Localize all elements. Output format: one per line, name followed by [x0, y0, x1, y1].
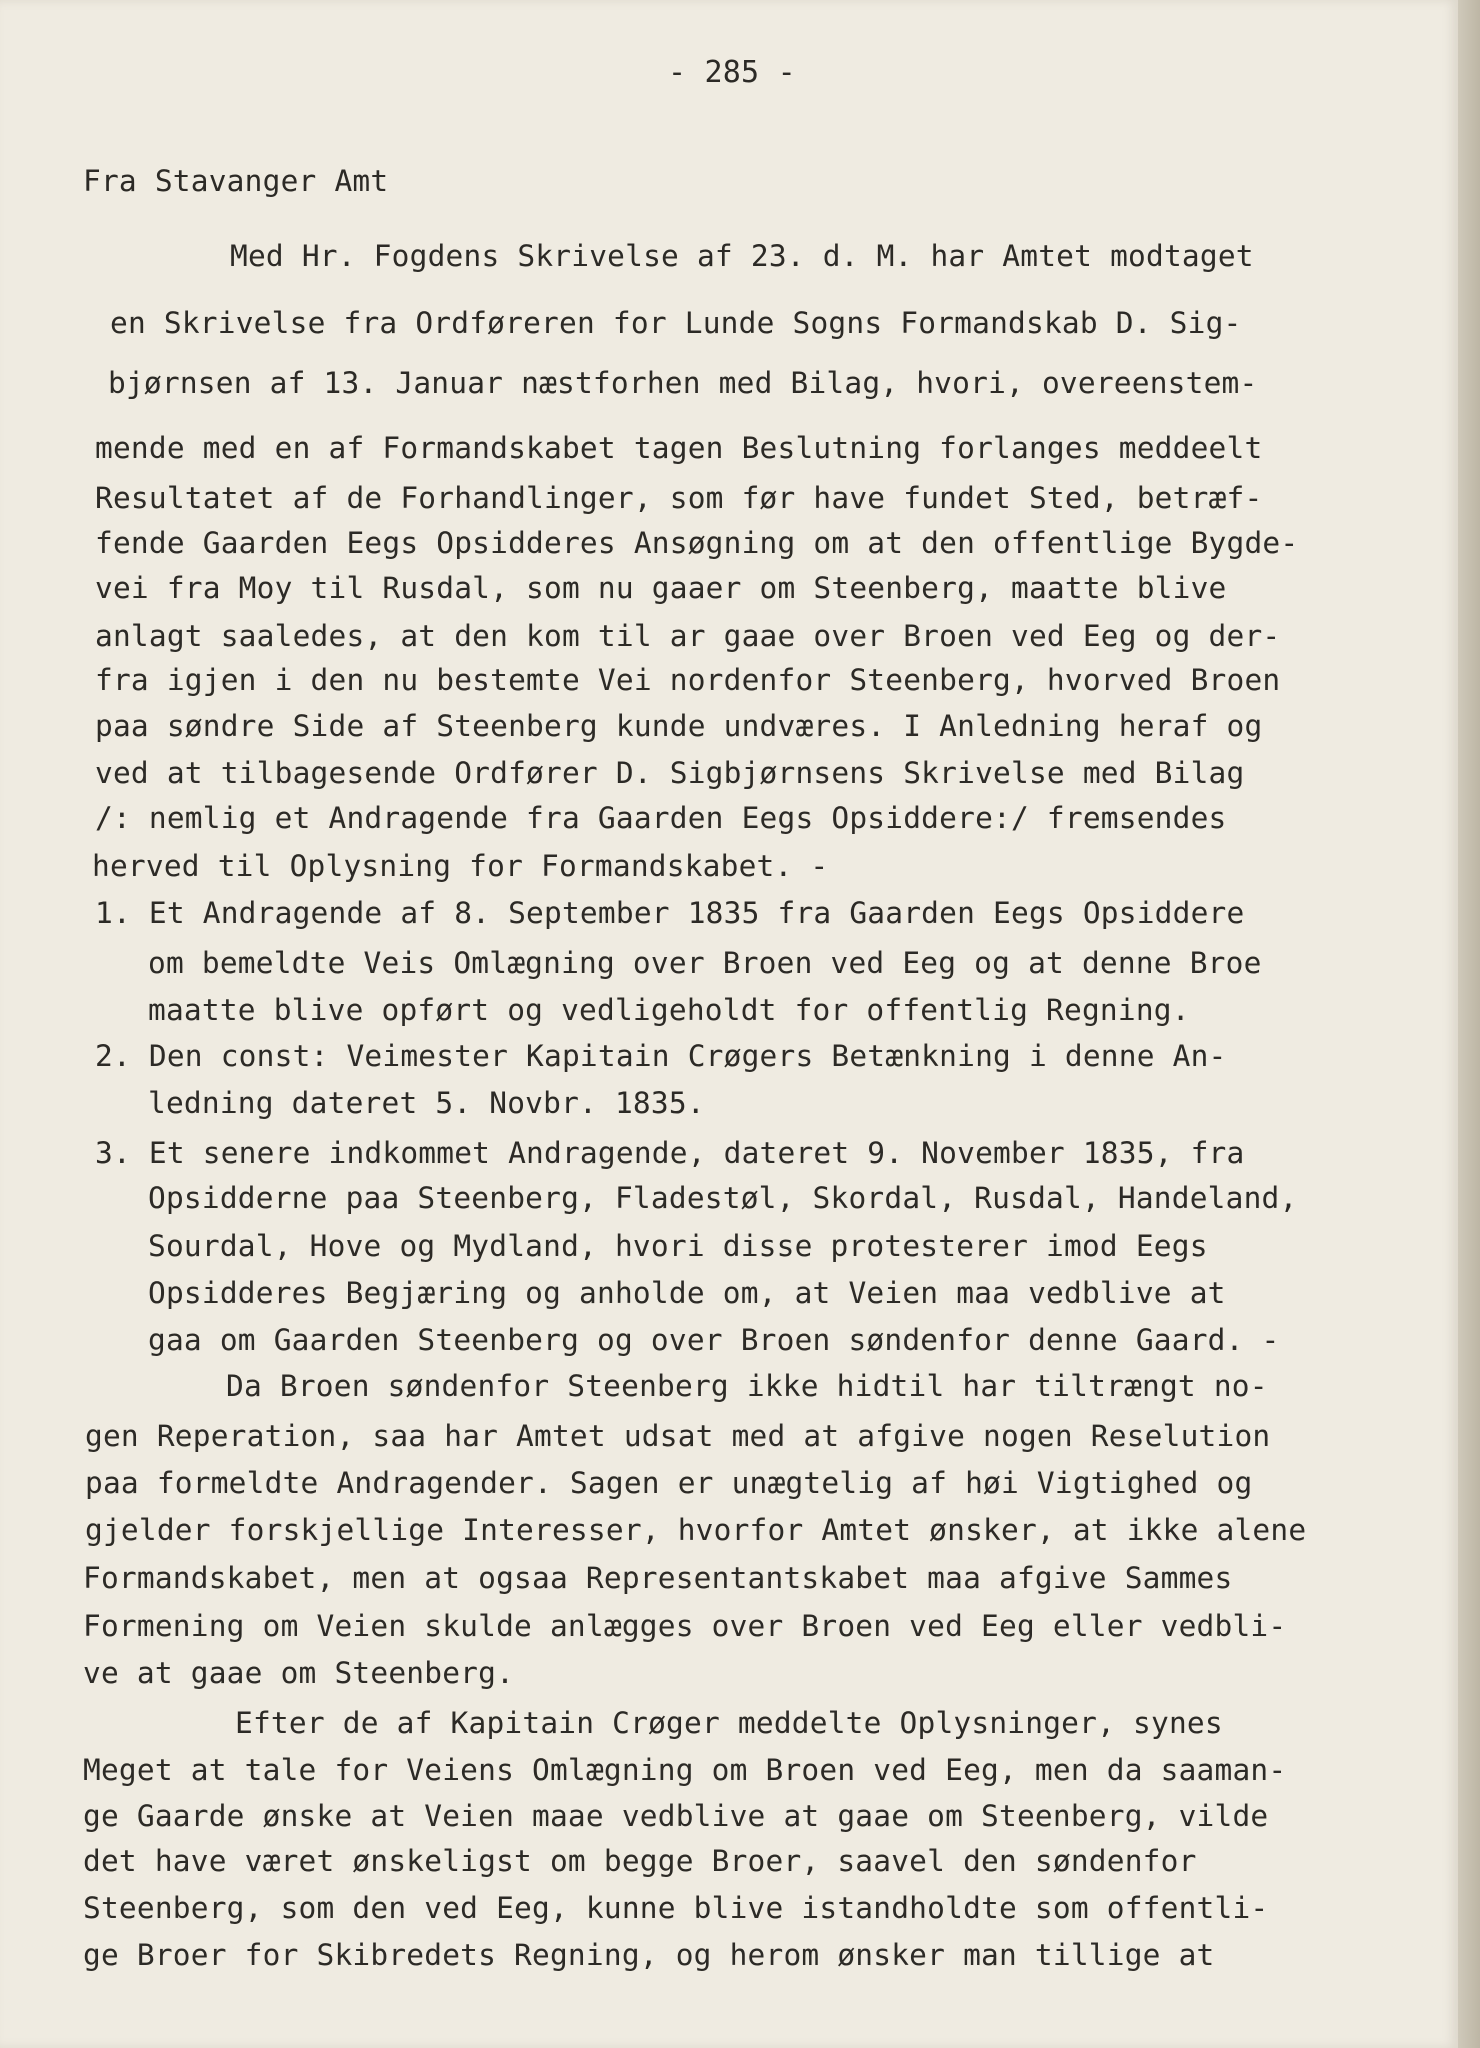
text-line: gjelder forskjellige Interesser, hvorfor Amtet ønsker, at ikke alene	[85, 1513, 1307, 1547]
text-line: bjørnsen af 13. Januar næstforhen med Bilag, hvori, overeenstem-	[108, 366, 1258, 400]
text-line: maatte blive opført og vedligeholdt for offentlig Regning.	[148, 993, 1190, 1027]
text-line: fra igjen i den nu bestemte Vei nordenfor Steenberg, hvorved Broen	[95, 663, 1281, 697]
text-line: /: nemlig et Andragende fra Gaarden Eegs Opsiddere:/ fremsendes	[95, 801, 1227, 835]
text-line: anlagt saaledes, at den kom til ar gaae over Broen ved Eeg og der-	[95, 619, 1281, 653]
text-line: om bemeldte Veis Omlægning over Broen ved Eeg og at denne Broe	[148, 946, 1262, 980]
text-line: paa søndre Side af Steenberg kunde undværes. I Anledning heraf og	[95, 709, 1263, 743]
text-line: mende med en af Formandskabet tagen Beslutning forlanges meddeelt	[95, 431, 1263, 465]
text-line: herved til Oplysning for Formandskabet. -	[92, 849, 829, 883]
page-edge	[1458, 0, 1480, 2048]
heading: Fra Stavanger Amt	[83, 164, 389, 198]
text-line: ve at gaae om Steenberg.	[83, 1656, 515, 1690]
text-line: vei fra Moy til Rusdal, som nu gaaer om Steenberg, maatte blive	[95, 571, 1227, 605]
text-line: gen Reperation, saa har Amtet udsat med at afgive nogen Reselution	[85, 1419, 1271, 1453]
text-line: Meget at tale for Veiens Omlægning om Broen ved Eeg, men da saaman-	[83, 1753, 1287, 1787]
numbered-item: 2. Den const: Veimester Kapitain Crøgers Betænkning i denne An-	[95, 1039, 1227, 1073]
text-line: paa formeldte Andragender. Sagen er unægtelig af høi Vigtighed og	[85, 1466, 1253, 1500]
text-line: Med Hr. Fogdens Skrivelse af 23. d. M. har Amtet modtaget	[230, 239, 1254, 273]
text-line: gaa om Gaarden Steenberg og over Broen søndenfor denne Gaard. -	[148, 1323, 1280, 1357]
text-line: ved at tilbagesende Ordfører D. Sigbjørnsens Skrivelse med Bilag	[95, 756, 1245, 790]
text-line: ledning dateret 5. Novbr. 1835.	[148, 1086, 705, 1120]
text-line: Sourdal, Hove og Mydland, hvori disse protesterer imod Eegs	[148, 1229, 1208, 1263]
text-line: det have været ønskeligst om begge Broer, saavel den søndenfor	[83, 1844, 1197, 1878]
text-line: Steenberg, som den ved Eeg, kunne blive istandholdte som offentli-	[83, 1891, 1269, 1925]
text-line: Opsidderes Begjæring og anholde om, at Veien maa vedblive at	[148, 1276, 1226, 1310]
text-line: Opsidderne paa Steenberg, Fladestøl, Skordal, Rusdal, Handeland,	[148, 1181, 1298, 1215]
text-line: ge Broer for Skibredets Regning, og herom ønsker man tillige at	[83, 1938, 1215, 1972]
text-line: Formandskabet, men at ogsaa Representantskabet maa afgive Sammes	[83, 1561, 1233, 1595]
numbered-item: 3. Et senere indkommet Andragende, dateret 9. November 1835, fra	[95, 1136, 1245, 1170]
text-line: Da Broen søndenfor Steenberg ikke hidtil har tiltrængt no-	[226, 1369, 1268, 1403]
text-line: en Skrivelse fra Ordføreren for Lunde Sogns Formandskab D. Sig-	[110, 306, 1242, 340]
text-line: fende Gaarden Eegs Opsidderes Ansøgning om at den offentlige Bygde-	[95, 526, 1299, 560]
text-line: Formening om Veien skulde anlægges over Broen ved Eeg eller vedbli-	[83, 1609, 1287, 1643]
page-number: - 285 -	[668, 55, 796, 90]
text-line: Resultatet af de Forhandlinger, som før have fundet Sted, betræf-	[95, 481, 1263, 515]
text-line: Efter de af Kapitain Crøger meddelte Oplysninger, synes	[235, 1706, 1223, 1740]
numbered-item: 1. Et Andragende af 8. September 1835 fra Gaarden Eegs Opsiddere	[95, 896, 1245, 930]
text-line: ge Gaarde ønske at Veien maae vedblive at gaae om Steenberg, vilde	[83, 1799, 1269, 1833]
